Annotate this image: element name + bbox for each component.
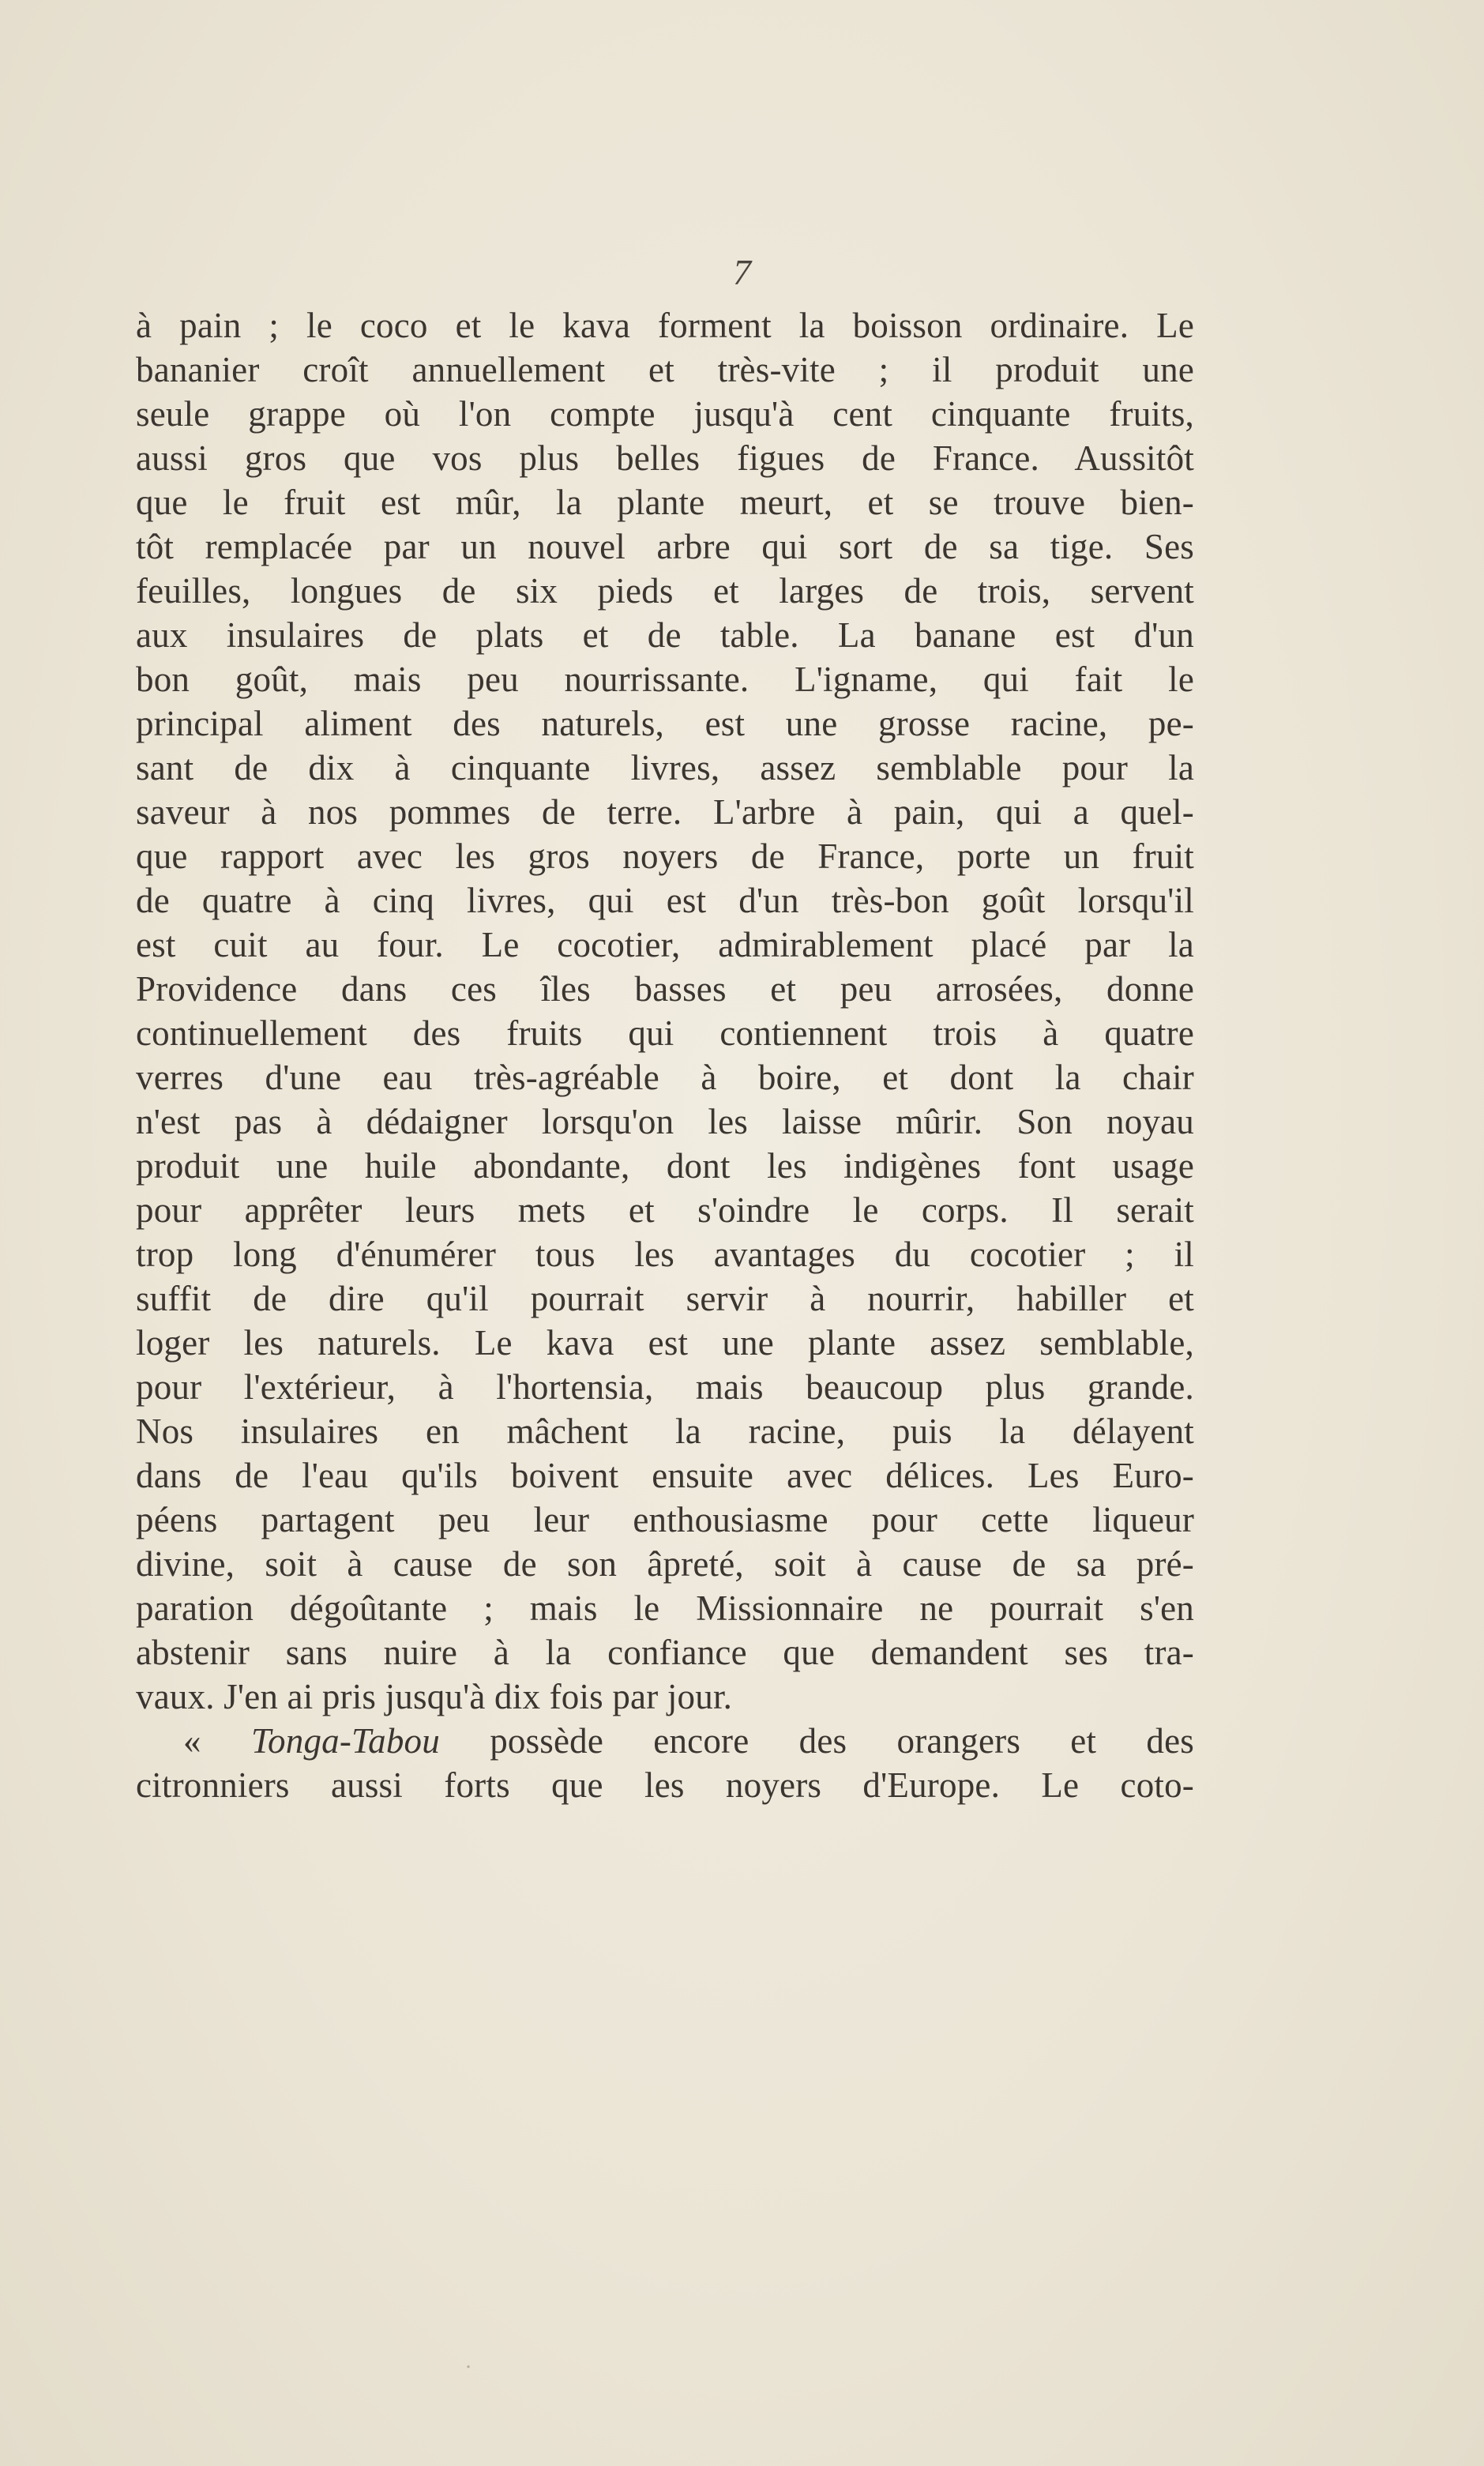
text-line: divine, soit à cause de son âpreté, soit à cause de sa pré- xyxy=(136,1544,1194,1584)
text-line: bon goût, mais peu nourrissante. L'igname, qui fait le xyxy=(136,660,1194,699)
text-line: principal aliment des naturels, est une grosse racine, pe- xyxy=(136,704,1194,743)
text-line: que rapport avec les gros noyers de France, porte un fruit xyxy=(136,836,1194,876)
text-line: bananier croît annuellement et très-vite ; il produit une xyxy=(136,350,1194,389)
text-line: continuellement des fruits qui contiennent trois à quatre xyxy=(136,1013,1194,1053)
text-line: sant de dix à cinquante livres, assez semblable pour la xyxy=(136,748,1194,788)
text-line: paration dégoûtante ; mais le Missionnaire ne pourrait s'en xyxy=(136,1588,1194,1628)
text-line: Nos insulaires en mâchent la racine, puis la délayent xyxy=(136,1412,1194,1451)
body-text xyxy=(136,303,1194,1807)
text-line: vaux. J'en ai pris jusqu'à dix fois par jour. xyxy=(136,1677,733,1716)
paragraph-start-line xyxy=(136,1719,1194,1763)
text-line: abstenir sans nuire à la confiance que demandent ses tra- xyxy=(136,1633,1194,1672)
text-line: seule grappe où l'on compte jusqu'à cent cinquante fruits, xyxy=(136,394,1194,434)
text-line: est cuit au four. Le cocotier, admirablement placé par la xyxy=(136,925,1194,964)
text-line: suffit de dire qu'il pourrait servir à nourrir, habiller et xyxy=(136,1279,1194,1318)
text-line: loger les naturels. Le kava est une plante assez semblable, xyxy=(136,1323,1194,1363)
text-line: tôt remplacée par un nouvel arbre qui sort de sa tige. Ses xyxy=(136,527,1194,566)
text-line: dans de l'eau qu'ils boivent ensuite avec délices. Les Euro- xyxy=(136,1456,1194,1495)
text-line: pour l'extérieur, à l'hortensia, mais beaucoup plus grande. xyxy=(136,1367,1194,1407)
text-line: trop long d'énumérer tous les avantages du cocotier ; il xyxy=(136,1235,1194,1274)
text-line: à pain ; le coco et le kava forment la boisson ordinaire. Le xyxy=(136,306,1194,345)
open-quote: « xyxy=(183,1721,201,1761)
text-line: verres d'une eau très-agréable à boire, et dont la chair xyxy=(136,1058,1194,1097)
text-line: aux insulaires de plats et de table. La banane est d'un xyxy=(136,615,1194,655)
text-line: pour apprêter leurs mets et s'oindre le corps. Il serait xyxy=(136,1190,1194,1230)
text-line: de quatre à cinq livres, qui est d'un très-bon goût lorsqu'il xyxy=(136,881,1194,920)
text-line: péens partagent peu leur enthousiasme pour cette liqueur xyxy=(136,1500,1194,1539)
page-number: 7 xyxy=(733,252,751,292)
place-name: Tonga-Tabou xyxy=(250,1721,440,1761)
paper-speck: · xyxy=(464,2354,472,2380)
text-line: feuilles, longues de six pieds et larges de trois, servent xyxy=(136,571,1194,611)
text-line: citronniers aussi forts que les noyers d'Europe. Le coto- xyxy=(136,1765,1194,1805)
paragraph-start-text: possède encore des orangers et des xyxy=(490,1721,1194,1761)
text-line: produit une huile abondante, dont les indigènes font usage xyxy=(136,1146,1194,1186)
text-line: aussi gros que vos plus belles figues de France. Aussitôt xyxy=(136,438,1194,478)
text-line: que le fruit est mûr, la plante meurt, et se trouve bien- xyxy=(136,483,1194,522)
text-line: Providence dans ces îles basses et peu arrosées, donne xyxy=(136,969,1194,1009)
text-line: n'est pas à dédaigner lorsqu'on les laisse mûrir. Son noyau xyxy=(136,1102,1194,1141)
text-line: saveur à nos pommes de terre. L'arbre à pain, qui a quel- xyxy=(136,792,1194,832)
